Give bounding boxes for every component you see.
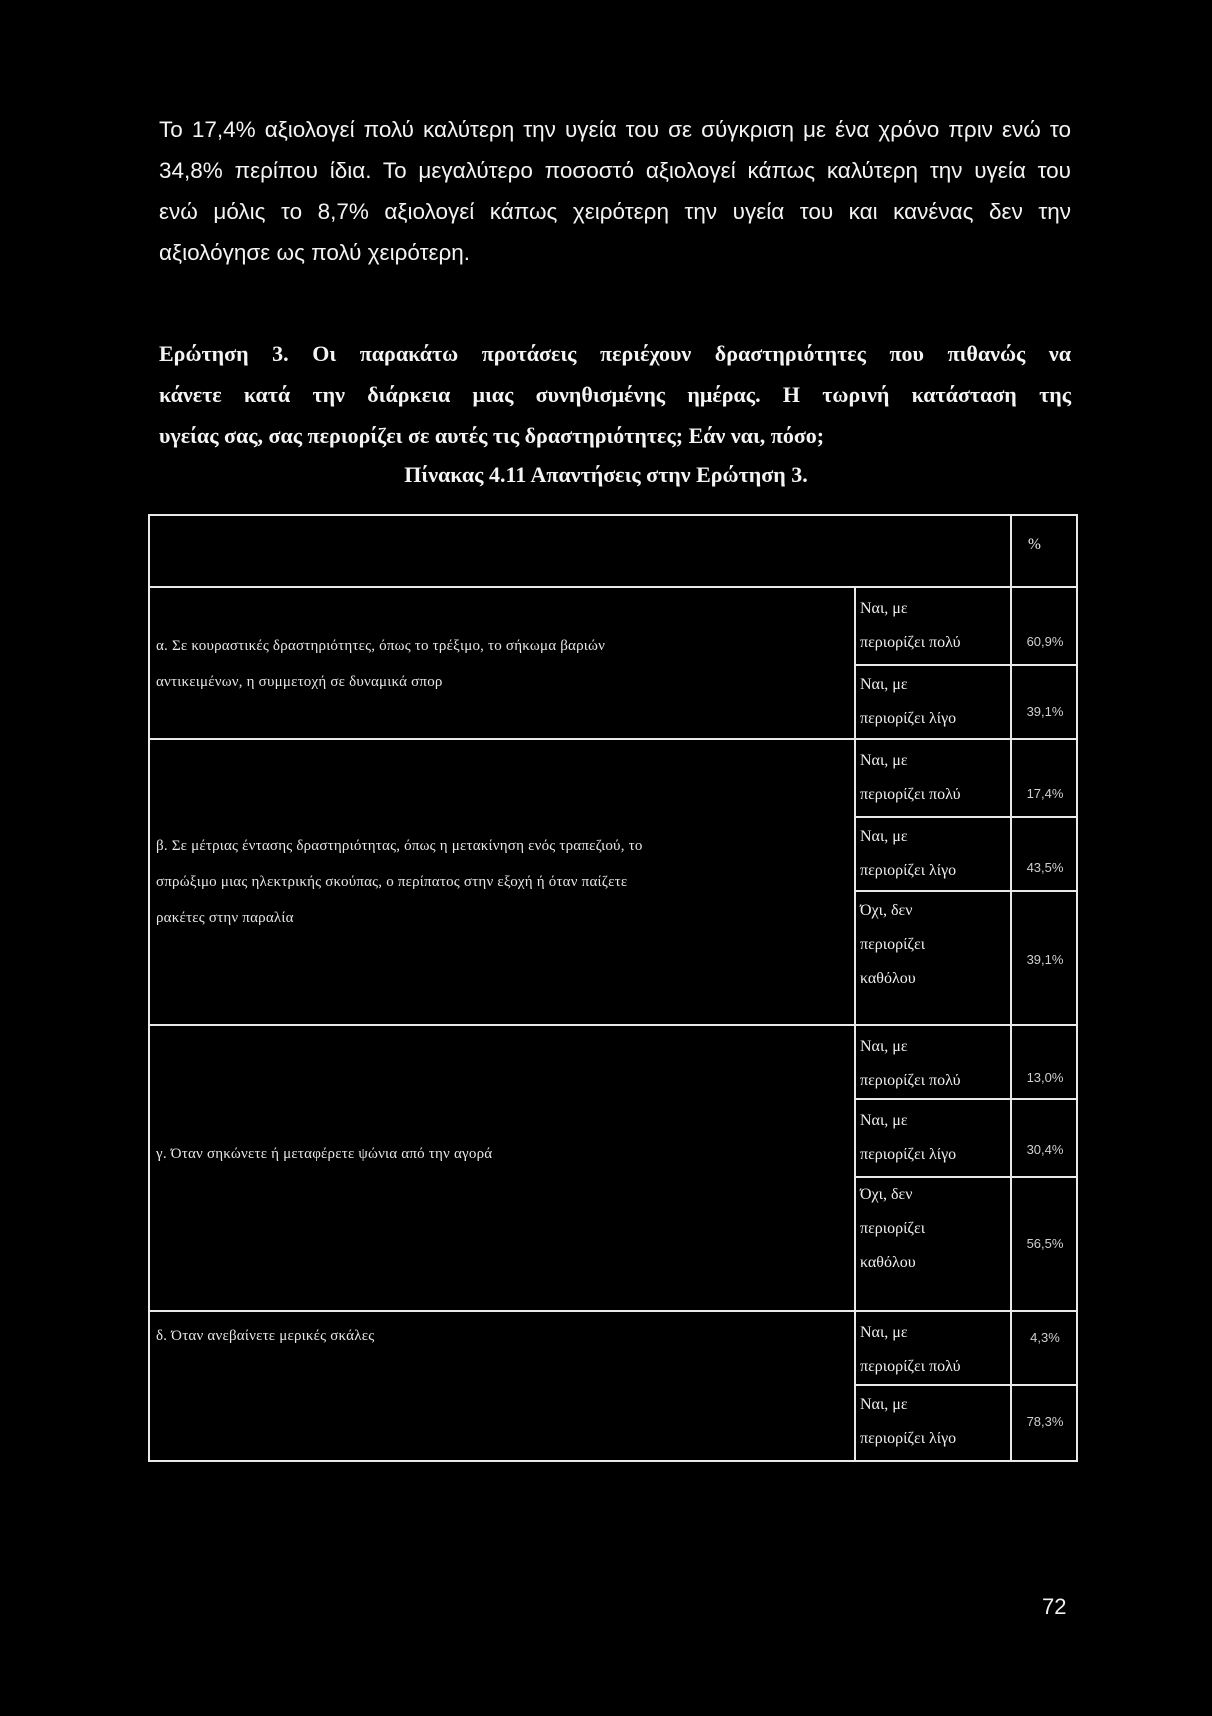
- answer-percent: 13,0%: [1026, 1070, 1064, 1085]
- answer-label: Ναι, με περιορίζει πολύ: [860, 1038, 961, 1089]
- intro-line: αξιολόγησε ως πολύ χειρότερη.: [159, 240, 471, 265]
- answer-percent: 39,1%: [1026, 704, 1064, 719]
- answer-label: Ναι, με περιορίζει πολύ: [860, 600, 961, 651]
- answer-percent: 17,4%: [1026, 786, 1064, 801]
- intro-paragraph: [159, 109, 1071, 273]
- answer-label: Όχι, δεν περιορίζει καθόλου: [860, 1186, 926, 1271]
- answer-percent: 39,1%: [1026, 952, 1064, 967]
- answer-percent: 43,5%: [1026, 860, 1064, 875]
- question-b: β. Σε μέτριας έντασης δραστηριότητας, όπως η μετακίνηση ενός τραπεζιού, το σπρώξιμο μιας ηλεκτρικής σκούπας, ο περίπατος στην εξοχή ή όταν παίζετε ρακέτες στην παραλία: [156, 838, 643, 926]
- question-3: [159, 333, 1071, 456]
- answer-percent: 78,3%: [1026, 1414, 1064, 1429]
- answer-label: Ναι, με περιορίζει πολύ: [860, 1324, 961, 1375]
- answer-label: Ναι, με περιορίζει λίγο: [860, 828, 957, 879]
- answer-label: Ναι, με περιορίζει λίγο: [860, 1396, 957, 1447]
- answer-label: Ναι, με περιορίζει λίγο: [860, 676, 957, 727]
- results-table: [148, 514, 1078, 1462]
- answer-percent: 4,3%: [1030, 1330, 1060, 1345]
- answer-label: Όχι, δεν περιορίζει καθόλου: [860, 902, 926, 987]
- intro-line: 34,8% περίπου ίδια. Το μεγαλύτερο ποσοστό αξιολογεί κάπως καλύτερη την υγεία του: [159, 158, 1071, 183]
- header-percent: %: [1028, 536, 1041, 553]
- answer-label: Ναι, με περιορίζει πολύ: [860, 752, 961, 803]
- answer-percent: 30,4%: [1026, 1142, 1064, 1157]
- question-line: υγείας σας, σας περιορίζει σε αυτές τις δραστηριότητες; Εάν ναι, πόσο;: [159, 423, 825, 448]
- question-d: δ. Όταν ανεβαίνετε μερικές σκάλες: [156, 1328, 375, 1344]
- answer-label: Ναι, με περιορίζει λίγο: [860, 1112, 957, 1163]
- question-c: γ. Όταν σηκώνετε ή μεταφέρετε ψώνια από την αγορά: [156, 1146, 493, 1162]
- answer-percent: 56,5%: [1026, 1236, 1064, 1251]
- answer-percent: 60,9%: [1026, 634, 1064, 649]
- question-line: κάνετε κατά την διάρκεια μιας συνηθισμένης ημέρας. Η τωρινή κατάσταση της: [159, 382, 1071, 407]
- question-a: α. Σε κουραστικές δραστηριότητες, όπως το τρέξιμο, το σήκωμα βαριών αντικειμένων, η συμμετοχή σε δυναμικά σπορ: [156, 638, 606, 690]
- page-number: 72: [1042, 1594, 1067, 1619]
- intro-line: ενώ μόλις το 8,7% αξιολογεί κάπως χειρότερη την υγεία του και κανένας δεν την: [159, 199, 1071, 224]
- question-line: Ερώτηση 3. Οι παρακάτω προτάσεις περιέχουν δραστηριότητες που πιθανώς να: [159, 341, 1071, 366]
- table-caption: Πίνακας 4.11 Απαντήσεις στην Ερώτηση 3.: [404, 462, 808, 487]
- intro-line: Το 17,4% αξιολογεί πολύ καλύτερη την υγεία του σε σύγκριση με ένα χρόνο πριν ενώ το: [159, 117, 1071, 142]
